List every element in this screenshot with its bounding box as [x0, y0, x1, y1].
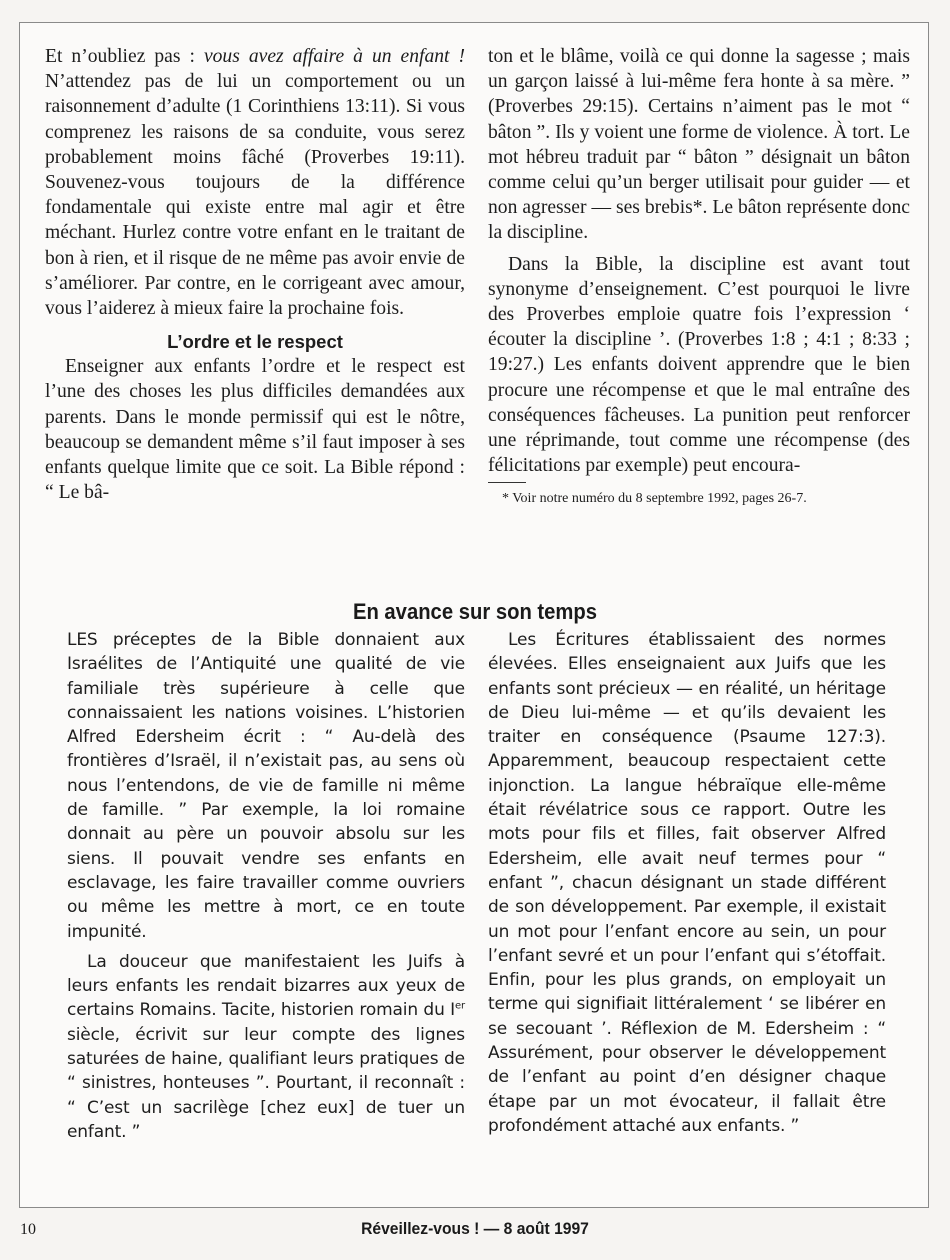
article-paragraph: Enseigner aux enfants l’ordre et le respect est l’une des choses les plus difficiles demandées aux parents. Dans le monde permissif qui est le nôtre, beaucoup se demandent même s’il faut imposer à ses enfants quelque limite que ce soit. La Bible répond : “ Le bâ- [45, 356, 465, 504]
box-paragraph: Les Écritures établissaient des normes élevées. Elles enseignaient aux Juifs que les enfants sont précieux — en réalité, un héritage de Dieu lui-même — et qu’ils devaient les traiter en conséquence (Psaume 127:3). Apparemment, beaucoup respectaient cette injonction. La langue hébraïque elle-même était révélatrice sous ce rapport. Outre les mots pour fils et filles, fait observer Alfred Edersheim, elle avait neuf termes pour “ enfant ”, chacun désignant un stade différent de son développement. Par exemple, il existait un mot pour l’enfant encore au sein, un pour l’enfant sevré et un pour l’enfant qui s’étoffait. Enfin, pour les plus grands, on employait un terme qui signifiait littéralement ‘ se libérer en se secouant ’. Réflexion de M. Edersheim : “ Assurément, pour observer le développement de l’enfant au point d’en désigner chaque étape par un mot évocateur, il fallait être profondément attaché aux enfants. ” [488, 630, 886, 1136]
article-right-column [488, 44, 910, 509]
paragraph-text: N’attendez pas de lui un comportement ou un raisonnement d’adulte (1 Corinthiens 13:11). Si vous comprenez les raisons de sa conduite, vous serez probablement moins fâché (Proverbes 19:11). Souvenez-vous toujours de la différence fondamentale qui existe entre mal agir et être méchant. Hurlez contre votre enfant en le traitant de bon à rien, et il risque de ne même pas avoir envie de s’améliorer. Par contre, en le corrigeant avec amour, vous l’aiderez à mieux faire la prochaine fois. [45, 71, 465, 320]
publication-footer: Réveillez-vous ! — 8 août 1997 [361, 1219, 589, 1238]
emphasis-text: vous avez affaire à un enfant ! [203, 46, 466, 67]
page-number: 10 [20, 1221, 36, 1238]
section-subheading: L’ordre et le respect [167, 331, 343, 353]
box-title: En avance sur son temps [352, 599, 598, 624]
article-paragraph [45, 44, 465, 321]
footnote-divider [488, 482, 526, 483]
superscript: er [455, 1000, 465, 1012]
box-right-column [488, 628, 886, 1138]
box-left-column [67, 628, 465, 1144]
footnote: * Voir notre numéro du 8 septembre 1992, pages 26-7. [502, 491, 807, 507]
paragraph-lead: Et n’oubliez pas : [45, 46, 204, 67]
paragraph-lead: La douceur que manifestaient les Juifs à leurs enfants les rendait bizarres aux yeux de certains Romains. Tacite, historien romain du I [67, 951, 465, 1021]
article-paragraph: ton et le blâme, voilà ce qui donne la sagesse ; mais un garçon laissé à lui-même fera honte à sa mère. ” (Proverbes 29:15). Certains n’aiment pas le mot “ bâton ”. Ils y voient une forme de violence. À tort. Le mot hébreu traduit par “ bâton ” désignait un bâton comme celui qu’un berger utilisait pour guider — et non agresser — ses brebis*. Le bâton représente donc la discipline. [488, 46, 910, 244]
box-paragraph [67, 950, 465, 1144]
article-paragraph: Dans la Bible, la discipline est avant tout synonyme d’enseignement. C’est pourquoi le livre des Proverbes emploie quatre fois l’expression ‘ écouter la discipline ’. (Proverbes 1:8 ; 4:1 ; 8:33 ; 19:27.) Les enfants doivent apprendre que le bien procure une récompense et que le mal entraîne des conséquences fâcheuses. La punition peut renforcer une réprimande, tout comme une récompense (des félicitations par exemple) peut encoura- [488, 253, 910, 477]
box-paragraph: LES préceptes de la Bible donnaient aux Israélites de l’Antiquité une qualité de vie familiale très supérieure à celle que connaissaient les nations voisines. L’historien Alfred Edersheim écrit : “ Au-delà des frontières d’Israël, il n’existait pas, au sens où nous l’entendons, de vie de famille ni même de famille. ” Par exemple, la loi romaine donnait au père un pouvoir absolu sur les siens. Il pouvait vendre ses enfants en esclavage, les faire travailler comme ouvriers ou même les mettre à mort, ce en toute impunité. [67, 630, 465, 942]
article-left-column [45, 44, 465, 505]
paragraph-text: siècle, écrivit sur leur compte des lignes saturées de haine, qualifiant leurs pratiques de “ sinistres, honteuses ”. Pourtant, il reconnaît : “ C’est un sacrilège [chez eux] de tuer un enfant. ” [67, 1024, 465, 1142]
